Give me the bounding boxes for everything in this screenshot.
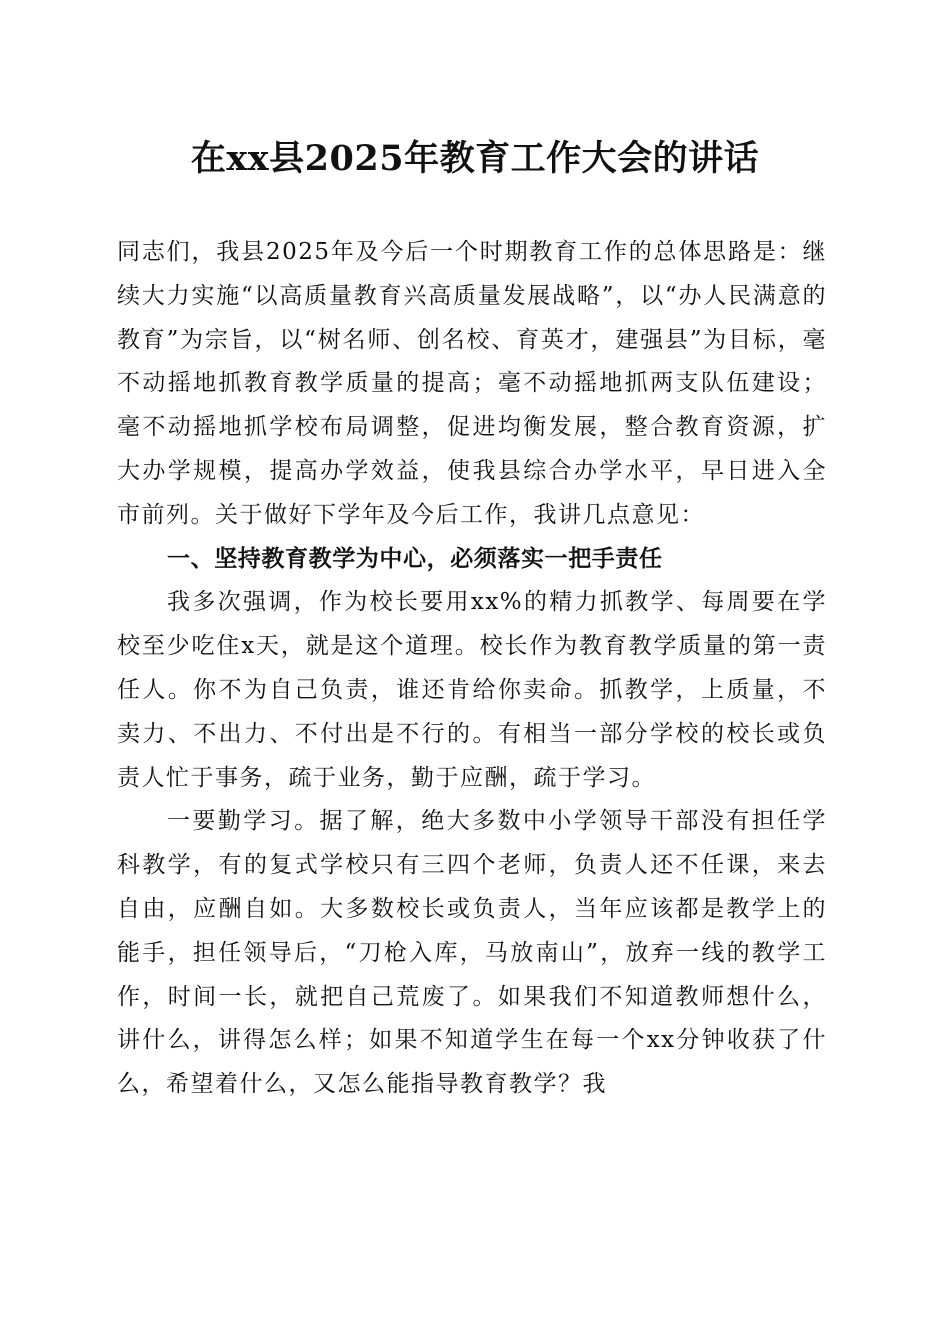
body-paragraph-2: 一要勤学习。据了解，绝大多数中小学领导干部没有担任学科教学，有的复式学校只有三四个老师，负责人还不任课，来去自由，应酬自如。大多数校长或负责人，当年应该都是教学上的能手，担任领导后，“刀枪入库，马放南山”，放弃一线的教学工作，时间一长，就把自己荒废了。如果我们不知道教师想什么，讲什么，讲得怎么样；如果不知道学生在每一个xx分钟收获了什么，希望着什么，又怎么能指导教育教学？我 [117,808,827,1098]
body-paragraph-1: 我多次强调，作为校长要用xx%的精力抓教学、每周要在学校至少吃住x天，就是这个道理。校长作为教育教学质量的第一责任人。你不为自己负责，谁还肯给你卖命。抓教学，上质量，不卖力、不出力、不付出是不行的。有相当一部分学校的校长或负责人忙于事务，疏于业务，勤于应酬，疏于学习。 [117,589,827,791]
document-body [117,231,827,1107]
section-heading-1: 一、坚持教育教学为中心，必须落实一把手责任 [167,545,663,572]
document-title: 在xx县2025年教育工作大会的讲话 [190,138,760,179]
intro-paragraph: 同志们，我县2025年及今后一个时期教育工作的总体思路是：继续大力实施“以高质量教育兴高质量发展战略”，以“办人民满意的教育”为宗旨，以“树名师、创名校、育英才，建强县”为目标，毫不动摇地抓教育教学质量的提高；毫不动摇地抓两支队伍建设；毫不动摇地抓学校布局调整，促进均衡发展，整合教育资源，扩大办学规模，提高办学效益，使我县综合办学水平，早日进入全市前列。关于做好下学年及今后工作，我讲几点意见： [117,239,827,528]
